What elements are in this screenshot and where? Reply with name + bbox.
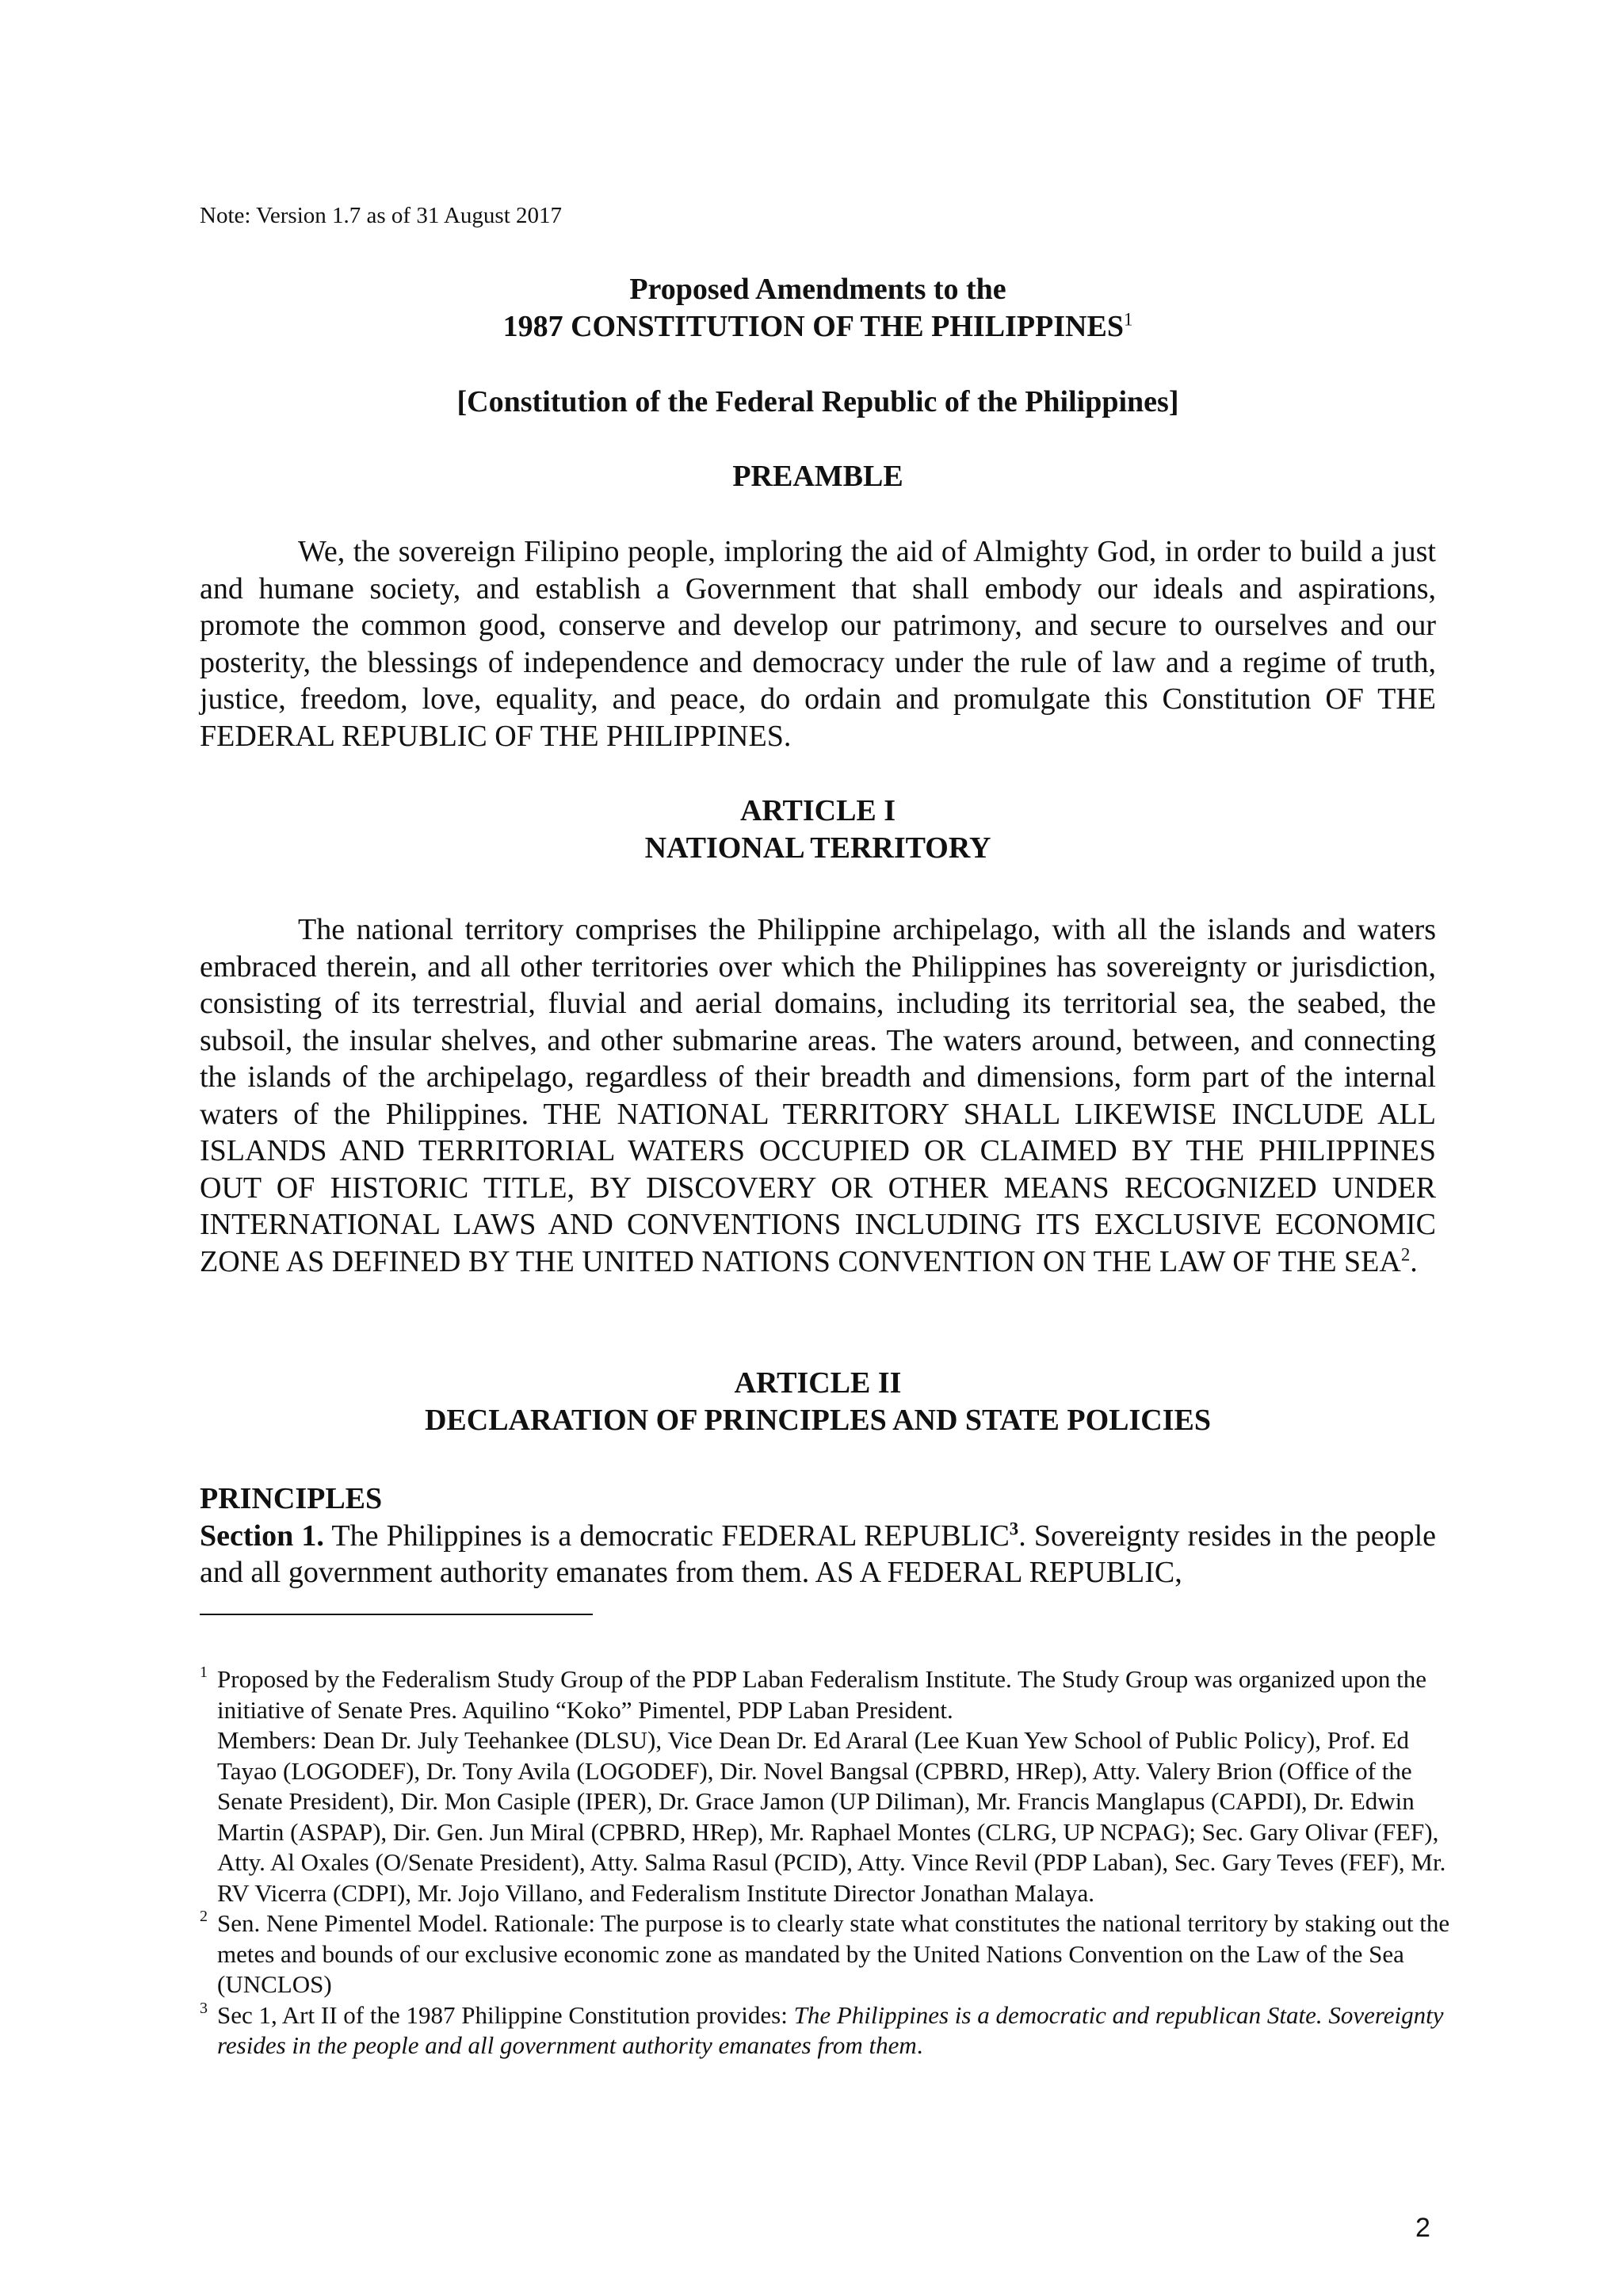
document-title	[200, 271, 1436, 345]
article-1-number: ARTICLE I	[739, 794, 896, 827]
footnote-ref-1[interactable]: 1	[1123, 308, 1133, 329]
article-2-body	[200, 1480, 1436, 1591]
preamble-heading: PREAMBLE	[732, 460, 903, 493]
article-2-title: DECLARATION OF PRINCIPLES AND STATE POLICIES	[424, 1403, 1212, 1437]
footnotes	[200, 1664, 1468, 2061]
footnote-2: 2 Sen. Nene Pimentel Model. Rationale: The purpose is to clearly state what constitutes the national territory by staking out the metes and bounds of our exclusive economic zone as mandated by the United Nations Convention on the Law of the Sea (UNCLOS)	[200, 1908, 1450, 1998]
preamble-text: We, the sovereign Filipino people, imploring the aid of Almighty God, in order to build a just and humane society, and establish a Government that shall embody our ideals and aspirations, promote the common good, conserve and develop our patrimony, and secure to ourselves and our posterity, the blessings of independence and democracy under the rule of law and a regime of truth, justice, freedom, love, equality, and peace, do ordain and promulgate this Constitution OF THE FEDERAL REPUBLIC OF THE PHILIPPINES.	[200, 535, 1436, 753]
section-1-text: Section 1. The Philippines is a democratic FEDERAL REPUBLIC$^3$. Sovereignty resides in the people and all government authority emanates from them. AS A FEDERAL REPUBLIC,	[200, 1518, 1436, 1589]
article-1-heading	[200, 793, 1436, 866]
version-note: Note: Version 1.7 as of 31 August 2017	[200, 203, 563, 228]
article-1-title: NATIONAL TERRITORY	[644, 831, 991, 865]
footnote-ref-2[interactable]: 2	[1400, 1244, 1411, 1264]
page-number: 2	[1415, 2213, 1430, 2243]
footnote-ref-3[interactable]: 3	[1009, 1518, 1019, 1538]
footnote-separator	[200, 1614, 593, 1615]
article-2-number: ARTICLE II	[734, 1366, 902, 1400]
document-subtitle: [Constitution of the Federal Republic of the Philippines]	[456, 385, 1179, 418]
article-2-heading	[200, 1365, 1436, 1438]
footnote-3: 3 Sec 1, Art II of the 1987 Philippine Constitution provides: The Philippines is a democratic and republican State. Sovereignty resides in the people and all government authority emanates from them.	[200, 1999, 1444, 2059]
title-line-2: 1987 CONSTITUTION OF THE PHILIPPINES$^1$	[502, 308, 1133, 343]
footnote-1: 1 Proposed by the Federalism Study Group of the PDP Laban Federalism Institute. The Study Group was organized upon the initiative of Senate Pres. Aquilino “Koko” Pimentel, PDP Laban President. Members: Dean Dr. July Teehankee (DLSU), Vice Dean Dr. Ed Araral (Lee Kuan Yew School of Public Policy), Prof. Ed Tayao (LOGODEF), Dr. Tony Avila (LOGODEF), Dir. Novel Bangsal (CPBRD, HRep), Atty. Valery Brion (Office of the Senate President), Dir. Mon Casiple (IPER), Dr. Grace Jamon (UP Diliman), Mr. Francis Manglapus (CAPDI), Dr. Edwin Martin (ASPAP), Dir. Gen. Jun Miral (CPBRD, HRep), Mr. Raphael Montes (CLRG, UP NCPAG); Sec. Gary Olivar (FEF), Atty. Al Oxales (O/Senate President), Atty. Salma Rasul (PCID), Atty. Vince Revil (PDP Laban), Sec. Gary Teves (FEF), Mr. RV Vicerra (CDPI), Mr. Jojo Villano, and Federalism Institute Director Jonathan Malaya.	[200, 1664, 1446, 1907]
article-1-text: The national territory comprises the Philippine archipelago, with all the islands and waters embraced therein, and all other territories over which the Philippines has sovereignty or jurisdiction, consisting of its terrestrial, fluvial and aerial domains, including its territorial sea, the seabed, the subsoil, the insular shelves, and other submarine areas. The waters around, between, and connecting the islands of the archipelago, regardless of their breadth and dimensions, form part of the internal waters of the Philippines. THE NATIONAL TERRITORY SHALL LIKEWISE INCLUDE ALL ISLANDS AND TERRITORIAL WATERS OCCUPIED OR CLAIMED BY THE PHILIPPINES OUT OF HISTORIC TITLE, BY DISCOVERY OR OTHER MEANS RECOGNIZED UNDER INTERNATIONAL LAWS AND CONVENTIONS INCLUDING ITS EXCLUSIVE ECONOMIC ZONE AS DEFINED BY THE UNITED NATIONS CONVENTION ON THE LAW OF THE SEA$^2$.	[200, 913, 1436, 1278]
principles-heading: PRINCIPLES	[200, 1482, 383, 1515]
title-line-1: Proposed Amendments to the	[629, 273, 1006, 306]
